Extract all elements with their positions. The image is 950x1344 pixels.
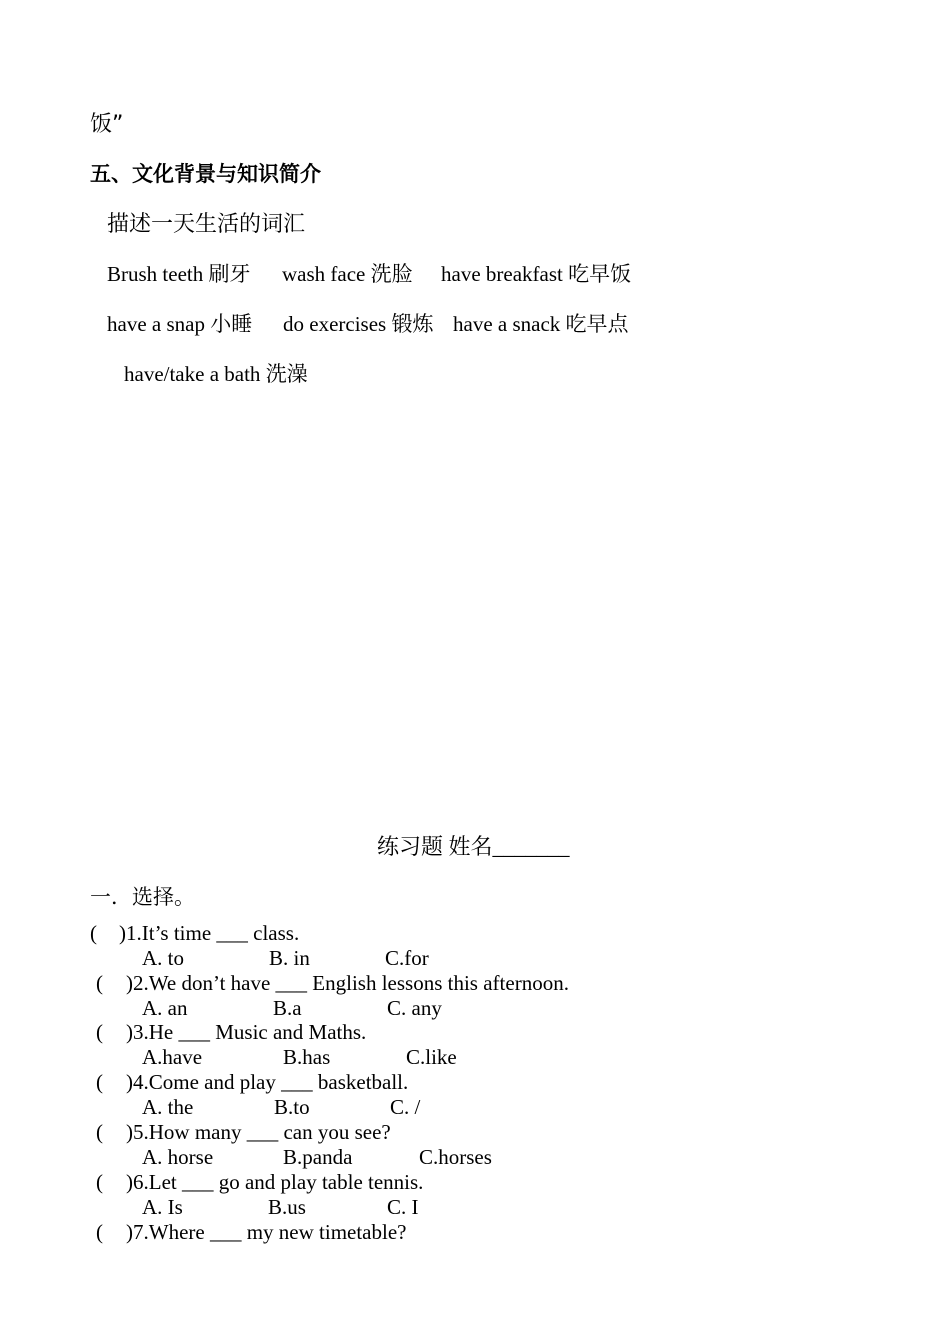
question-options (0, 1047, 950, 1069)
question-options (0, 1197, 950, 1219)
option: C.like (406, 1045, 457, 1069)
question-stem: ( )4.Come and play ___ basketball. (96, 1070, 409, 1094)
option: C. I (387, 1195, 419, 1219)
option: C.horses (419, 1145, 492, 1169)
vocab-intro: 描述一天生活的词汇 (107, 212, 306, 237)
name-label: 姓名_______ (448, 834, 570, 859)
vocab-item: have breakfast 吃早饭 (441, 262, 632, 286)
exercise-title: 练习题 (377, 835, 444, 860)
option: A. Is (142, 1195, 183, 1219)
vocab-item: Brush teeth 刷牙 (107, 262, 251, 286)
question-options (0, 1097, 950, 1119)
question-stem: ( )5.How many ___ can you see? (96, 1120, 391, 1144)
option: A. to (142, 946, 184, 970)
part-heading: 一．选择。 (90, 885, 195, 909)
option: A. the (142, 1095, 194, 1119)
option: A. an (142, 996, 188, 1020)
option: B.to (274, 1095, 310, 1119)
option: B. in (269, 946, 310, 970)
question-options (0, 948, 950, 970)
option: B.a (273, 996, 302, 1020)
question-stem: ( )2.We don’t have ___ English lessons this afternoon. (96, 971, 569, 995)
vocab-item: have/take a bath 洗澡 (124, 362, 308, 386)
question-options (0, 1147, 950, 1169)
question-stem: ( )1.It’s time ___ class. (90, 921, 300, 945)
option: A.have (142, 1045, 203, 1069)
question-stem: ( )7.Where ___ my new timetable? (96, 1220, 407, 1244)
option: C.for (385, 946, 429, 970)
option: B.panda (283, 1145, 353, 1169)
vocab-item: do exercises 锻炼 (283, 312, 434, 336)
vocab-item: have a snap 小睡 (107, 312, 253, 336)
exercise-title-line (377, 836, 570, 859)
option: B.us (268, 1195, 306, 1219)
option: A. horse (142, 1145, 214, 1169)
option: C. / (390, 1095, 421, 1119)
carry-over-text: 饭” (90, 112, 124, 137)
option: B.has (283, 1045, 331, 1069)
question-stem: ( )3.He ___ Music and Maths. (96, 1020, 367, 1044)
option: C. any (387, 996, 442, 1020)
question-stem: ( )6.Let ___ go and play table tennis. (96, 1170, 424, 1194)
question-options (0, 998, 950, 1020)
vocab-item: wash face 洗脸 (282, 262, 413, 286)
section-heading: 五、文化背景与知识简介 (90, 162, 321, 186)
vocab-item: have a snack 吃早点 (453, 312, 629, 336)
